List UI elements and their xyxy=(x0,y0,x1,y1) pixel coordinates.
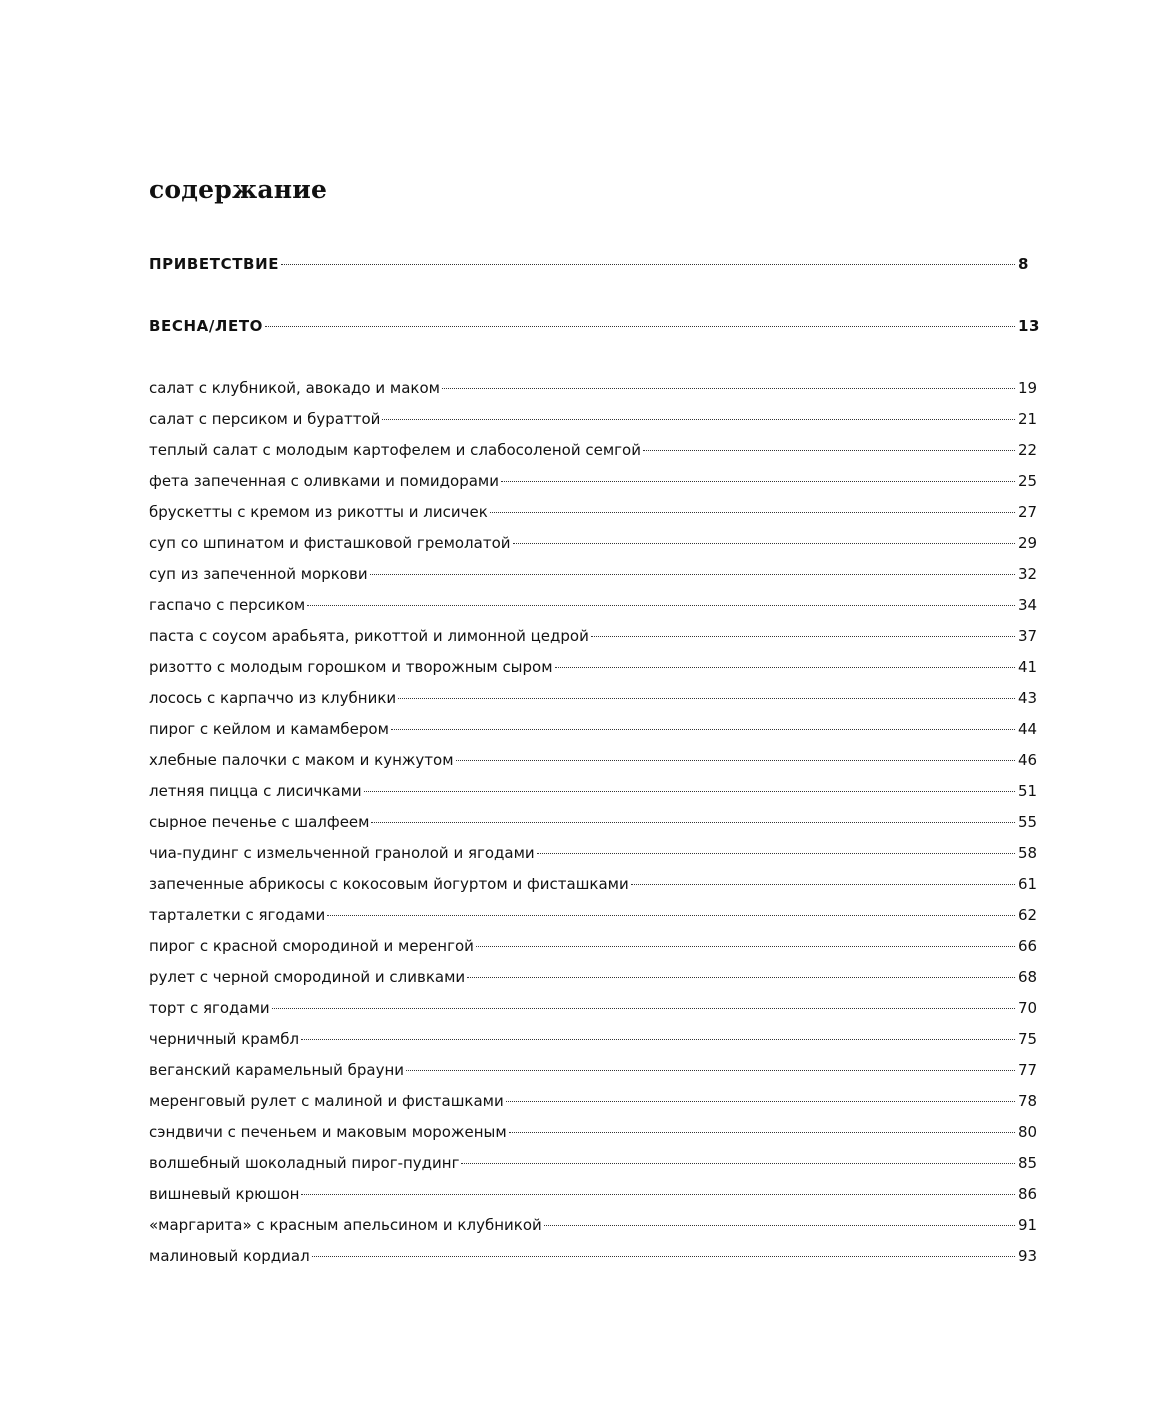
toc-entry-label: вишневый крюшон xyxy=(149,1185,300,1203)
dot-leader xyxy=(456,760,1015,761)
toc-page-number: 43 xyxy=(1018,689,1038,707)
toc-entry-label: фета запеченная с оливками и помидорами xyxy=(149,472,499,490)
dot-leader xyxy=(537,853,1015,854)
dot-leader xyxy=(506,1101,1015,1102)
toc-entry-label: сэндвичи с печеньем и маковым мороженым xyxy=(149,1123,507,1141)
table-of-contents xyxy=(149,172,1042,1272)
toc-entry-label: суп из запеченной моркови xyxy=(149,565,368,583)
toc-page-number: 66 xyxy=(1018,937,1038,955)
dot-leader xyxy=(391,729,1015,730)
dot-leader xyxy=(382,419,1015,420)
dot-leader xyxy=(513,543,1015,544)
dot-leader xyxy=(281,264,1015,265)
toc-entry[interactable] xyxy=(149,621,1042,652)
toc-page-number: 91 xyxy=(1018,1216,1038,1234)
toc-section-spring-summer[interactable] xyxy=(149,311,1042,342)
toc-entry[interactable] xyxy=(149,435,1042,466)
dot-leader xyxy=(631,884,1015,885)
toc-page-number: 34 xyxy=(1018,596,1038,614)
toc-page-number: 61 xyxy=(1018,875,1038,893)
toc-entry-label: ризотто с молодым горошком и творожным сыром xyxy=(149,658,553,676)
toc-entry[interactable] xyxy=(149,1179,1042,1210)
toc-page-number: 58 xyxy=(1018,844,1038,862)
toc-entry-label: салат с клубникой, авокадо и маком xyxy=(149,379,440,397)
toc-entry-label: «маргарита» с красным апельсином и клубникой xyxy=(149,1216,542,1234)
dot-leader xyxy=(370,574,1015,575)
toc-entry-label: лосось с карпаччо из клубники xyxy=(149,689,397,707)
dot-leader xyxy=(312,1256,1015,1257)
toc-entry-label: тарталетки с ягодами xyxy=(149,906,326,924)
toc-section-greeting[interactable] xyxy=(149,249,1042,280)
dot-leader xyxy=(398,698,1015,699)
toc-page-number: 46 xyxy=(1018,751,1038,769)
toc-entry-label: суп со шпинатом и фисташковой гремолатой xyxy=(149,534,511,552)
toc-entry[interactable] xyxy=(149,1241,1042,1272)
dot-leader xyxy=(406,1070,1015,1071)
page-title: содержание xyxy=(149,175,328,204)
toc-page-number: 41 xyxy=(1018,658,1038,676)
dot-leader xyxy=(307,605,1015,606)
toc-entry-label: запеченные абрикосы с кокосовым йогуртом и фисташками xyxy=(149,875,629,893)
toc-page-number: 19 xyxy=(1018,379,1038,397)
toc-page-number: 77 xyxy=(1018,1061,1038,1079)
toc-page-number: 13 xyxy=(1018,317,1041,335)
toc-entry[interactable] xyxy=(149,1148,1042,1179)
toc-entry[interactable] xyxy=(149,1055,1042,1086)
toc-entry[interactable] xyxy=(149,776,1042,807)
toc-page-number: 27 xyxy=(1018,503,1038,521)
toc-entry[interactable] xyxy=(149,900,1042,931)
toc-entry[interactable] xyxy=(149,931,1042,962)
toc-entry-label: торт с ягодами xyxy=(149,999,270,1017)
dot-leader xyxy=(301,1039,1015,1040)
toc-entry-label: хлебные палочки с маком и кунжутом xyxy=(149,751,454,769)
toc-page-number: 32 xyxy=(1018,565,1038,583)
toc-entry[interactable] xyxy=(149,993,1042,1024)
dot-leader xyxy=(461,1163,1015,1164)
toc-page-number: 8 xyxy=(1018,255,1030,273)
toc-entry-label: пирог с красной смородиной и меренгой xyxy=(149,937,474,955)
toc-page-number: 44 xyxy=(1018,720,1038,738)
toc-entry[interactable] xyxy=(149,590,1042,621)
dot-leader xyxy=(591,636,1015,637)
toc-page-number: 68 xyxy=(1018,968,1038,986)
toc-entry-list xyxy=(149,373,1042,1272)
toc-entry[interactable] xyxy=(149,497,1042,528)
dot-leader xyxy=(364,791,1015,792)
toc-page-number: 75 xyxy=(1018,1030,1038,1048)
toc-page-number: 55 xyxy=(1018,813,1038,831)
toc-entry[interactable] xyxy=(149,373,1042,404)
dot-leader xyxy=(643,450,1015,451)
toc-page-number: 21 xyxy=(1018,410,1038,428)
dot-leader xyxy=(490,512,1015,513)
toc-entry[interactable] xyxy=(149,683,1042,714)
dot-leader xyxy=(544,1225,1015,1226)
toc-entry-label: гаспачо с персиком xyxy=(149,596,306,614)
toc-entry-label: волшебный шоколадный пирог-пудинг xyxy=(149,1154,460,1172)
toc-page-number: 62 xyxy=(1018,906,1038,924)
toc-page-number: 22 xyxy=(1018,441,1038,459)
toc-entry-label: паста с соусом арабьята, рикоттой и лимонной цедрой xyxy=(149,627,589,645)
toc-entry[interactable] xyxy=(149,528,1042,559)
toc-entry-label: меренговый рулет с малиной и фисташками xyxy=(149,1092,504,1110)
toc-entry[interactable] xyxy=(149,1210,1042,1241)
toc-entry[interactable] xyxy=(149,807,1042,838)
toc-entry-label: сырное печенье с шалфеем xyxy=(149,813,370,831)
toc-section-label: ПРИВЕТСТВИЕ xyxy=(149,255,280,273)
toc-entry[interactable] xyxy=(149,1086,1042,1117)
toc-page-number: 93 xyxy=(1018,1247,1038,1265)
toc-entry-label: пирог с кейлом и камамбером xyxy=(149,720,389,738)
toc-entry-label: брускетты с кремом из рикотты и лисичек xyxy=(149,503,488,521)
dot-leader xyxy=(467,977,1015,978)
toc-entry[interactable] xyxy=(149,962,1042,993)
toc-entry[interactable] xyxy=(149,745,1042,776)
dot-leader xyxy=(555,667,1015,668)
toc-entry-label: летняя пицца с лисичками xyxy=(149,782,362,800)
dot-leader xyxy=(265,326,1015,327)
toc-entry[interactable] xyxy=(149,1024,1042,1055)
toc-entry-label: салат с персиком и бураттой xyxy=(149,410,381,428)
toc-entry[interactable] xyxy=(149,838,1042,869)
dot-leader xyxy=(501,481,1015,482)
dot-leader xyxy=(327,915,1015,916)
dot-leader xyxy=(272,1008,1015,1009)
toc-section-label: ВЕСНА/ЛЕТО xyxy=(149,317,264,335)
toc-page-number: 78 xyxy=(1018,1092,1038,1110)
toc-entry[interactable] xyxy=(149,652,1042,683)
dot-leader xyxy=(442,388,1015,389)
toc-entry-label: теплый салат с молодым картофелем и слабосоленой семгой xyxy=(149,441,641,459)
toc-page-number: 37 xyxy=(1018,627,1038,645)
dot-leader xyxy=(371,822,1015,823)
toc-page-number: 86 xyxy=(1018,1185,1038,1203)
toc-entry-label: малиновый кордиал xyxy=(149,1247,310,1265)
toc-entry[interactable] xyxy=(149,466,1042,497)
toc-page-number: 70 xyxy=(1018,999,1038,1017)
dot-leader xyxy=(476,946,1015,947)
toc-entry-label: черничный крамбл xyxy=(149,1030,300,1048)
toc-page-number: 80 xyxy=(1018,1123,1038,1141)
toc-page-number: 29 xyxy=(1018,534,1038,552)
toc-page-number: 25 xyxy=(1018,472,1038,490)
dot-leader xyxy=(301,1194,1015,1195)
toc-entry[interactable] xyxy=(149,559,1042,590)
toc-entry-label: рулет с черной смородиной и сливками xyxy=(149,968,466,986)
toc-page-number: 51 xyxy=(1018,782,1038,800)
toc-entry[interactable] xyxy=(149,1117,1042,1148)
toc-entry[interactable] xyxy=(149,869,1042,900)
toc-page-number: 85 xyxy=(1018,1154,1038,1172)
toc-entry-label: веганский карамельный брауни xyxy=(149,1061,405,1079)
dot-leader xyxy=(509,1132,1015,1133)
toc-entry[interactable] xyxy=(149,404,1042,435)
toc-entry-label: чиа-пудинг с измельченной гранолой и ягодами xyxy=(149,844,535,862)
toc-entry[interactable] xyxy=(149,714,1042,745)
